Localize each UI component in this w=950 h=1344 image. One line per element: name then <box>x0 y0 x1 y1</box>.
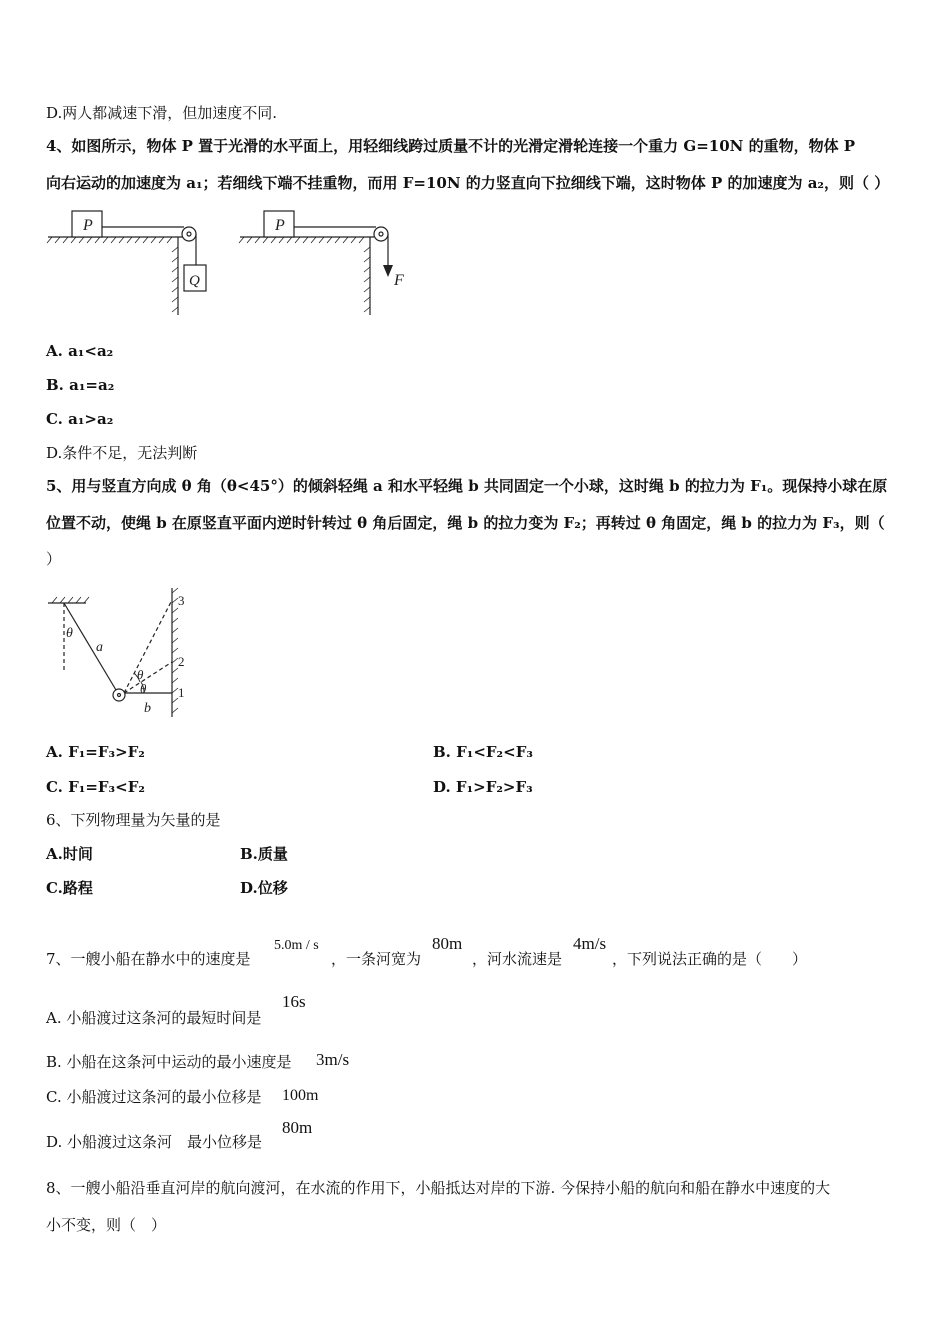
q6-stem: 6、下列物理量为矢量的是 <box>46 811 221 829</box>
q5-figure <box>44 585 194 720</box>
q5-label-a: a <box>96 640 103 655</box>
q6-option-b: B.质量 <box>240 845 288 863</box>
q5-option-d: D. F₁>F₂>F₃ <box>433 778 533 796</box>
q5-stem-line1: 5、用与竖直方向成 θ 角（θ<45°）的倾斜轻绳 a 和水平轻绳 b 共同固定一个小球，这时绳 b 的拉力为 F₁。现保持小球在原 <box>46 477 888 495</box>
q4-label-f: F <box>394 272 404 289</box>
q4-figure-left <box>47 211 206 315</box>
q4-option-a: A. a₁<a₂ <box>46 342 114 360</box>
q6-option-a: A.时间 <box>46 845 93 863</box>
q7-option-d-value: 80m <box>282 1118 313 1137</box>
q3-option-d: D.两人都减速下滑，但加速度不同. <box>46 104 278 122</box>
q5-label-1: 1 <box>178 685 185 700</box>
q7-boat-speed: 5.0m / s <box>274 938 319 953</box>
q6-option-c: C.路程 <box>46 879 93 897</box>
q7-option-a-value: 16s <box>282 992 306 1011</box>
q5-option-c: C. F₁=F₃<F₂ <box>46 778 145 796</box>
q7-stem-part2: ，一条河宽为 <box>331 950 422 968</box>
q5-label-3: 3 <box>178 593 185 608</box>
q4-figure <box>44 205 424 320</box>
q4-label-p-left: P <box>83 217 93 234</box>
q4-option-b: B. a₁=a₂ <box>46 376 115 394</box>
q7-stem-part4: ，下列说法正确的是（ ） <box>612 950 808 968</box>
q7-option-d: D. 小船渡过这条河 最小位移是 <box>46 1133 263 1151</box>
q4-stem-line2: 向右运动的加速度为 a₁；若细线下端不挂重物，而用 F=10N 的力竖直向下拉细线下端，这时物体 P 的加速度为 a₂，则（ ） <box>46 174 890 192</box>
q4-label-p-right: P <box>275 217 285 234</box>
q4-figure-right <box>239 211 388 315</box>
q5-stem-line2: 位置不动，使绳 b 在原竖直平面内逆时针转过 θ 角后固定，绳 b 的拉力变为 F₂；再转过 θ 角固定，绳 b 的拉力为 F₃，则（ <box>46 514 885 532</box>
q4-label-q: Q <box>189 273 200 289</box>
q5-label-theta-2: θ <box>140 681 147 696</box>
q8-stem-line1: 8、一艘小船沿垂直河岸的航向渡河，在水流的作用下，小船抵达对岸的下游. 今保持小船的航向和船在静水中速度的大 <box>46 1179 831 1197</box>
q5-option-a: A. F₁=F₃>F₂ <box>46 743 145 761</box>
q5-label-b: b <box>144 701 151 716</box>
q5-label-2: 2 <box>178 654 185 669</box>
q4-option-d: D.条件不足，无法判断 <box>46 444 198 462</box>
q7-option-c-value: 100m <box>282 1087 319 1104</box>
q5-option-b: B. F₁<F₂<F₃ <box>433 743 533 761</box>
q8-stem-line2: 小不变，则（ ） <box>46 1216 167 1234</box>
q5-label-theta-1: θ <box>137 667 144 682</box>
q7-river-width: 80m <box>432 934 463 953</box>
q7-option-a: A. 小船渡过这条河的最短时间是 <box>46 1009 262 1027</box>
q7-stem-part1: 7、一艘小船在静水中的速度是 <box>46 950 251 968</box>
q4-stem-line1: 4、如图所示，物体 P 置于光滑的水平面上，用轻细线跨过质量不计的光滑定滑轮连接一个重力 G=10N 的重物，物体 P <box>46 137 856 155</box>
q6-option-d: D.位移 <box>240 879 288 897</box>
q7-option-c: C. 小船渡过这条河的最小位移是 <box>46 1088 262 1106</box>
q7-water-speed: 4m/s <box>573 934 607 953</box>
q7-option-b-value: 3m/s <box>316 1050 350 1069</box>
q4-option-c: C. a₁>a₂ <box>46 410 114 428</box>
q7-stem-part3: ，河水流速是 <box>472 950 563 968</box>
q5-label-theta-top: θ <box>66 626 73 641</box>
q5-stem-line3: ） <box>46 550 62 568</box>
q7-option-b: B. 小船在这条河中运动的最小速度是 <box>46 1053 292 1071</box>
q4-force-arrowhead <box>383 265 393 277</box>
